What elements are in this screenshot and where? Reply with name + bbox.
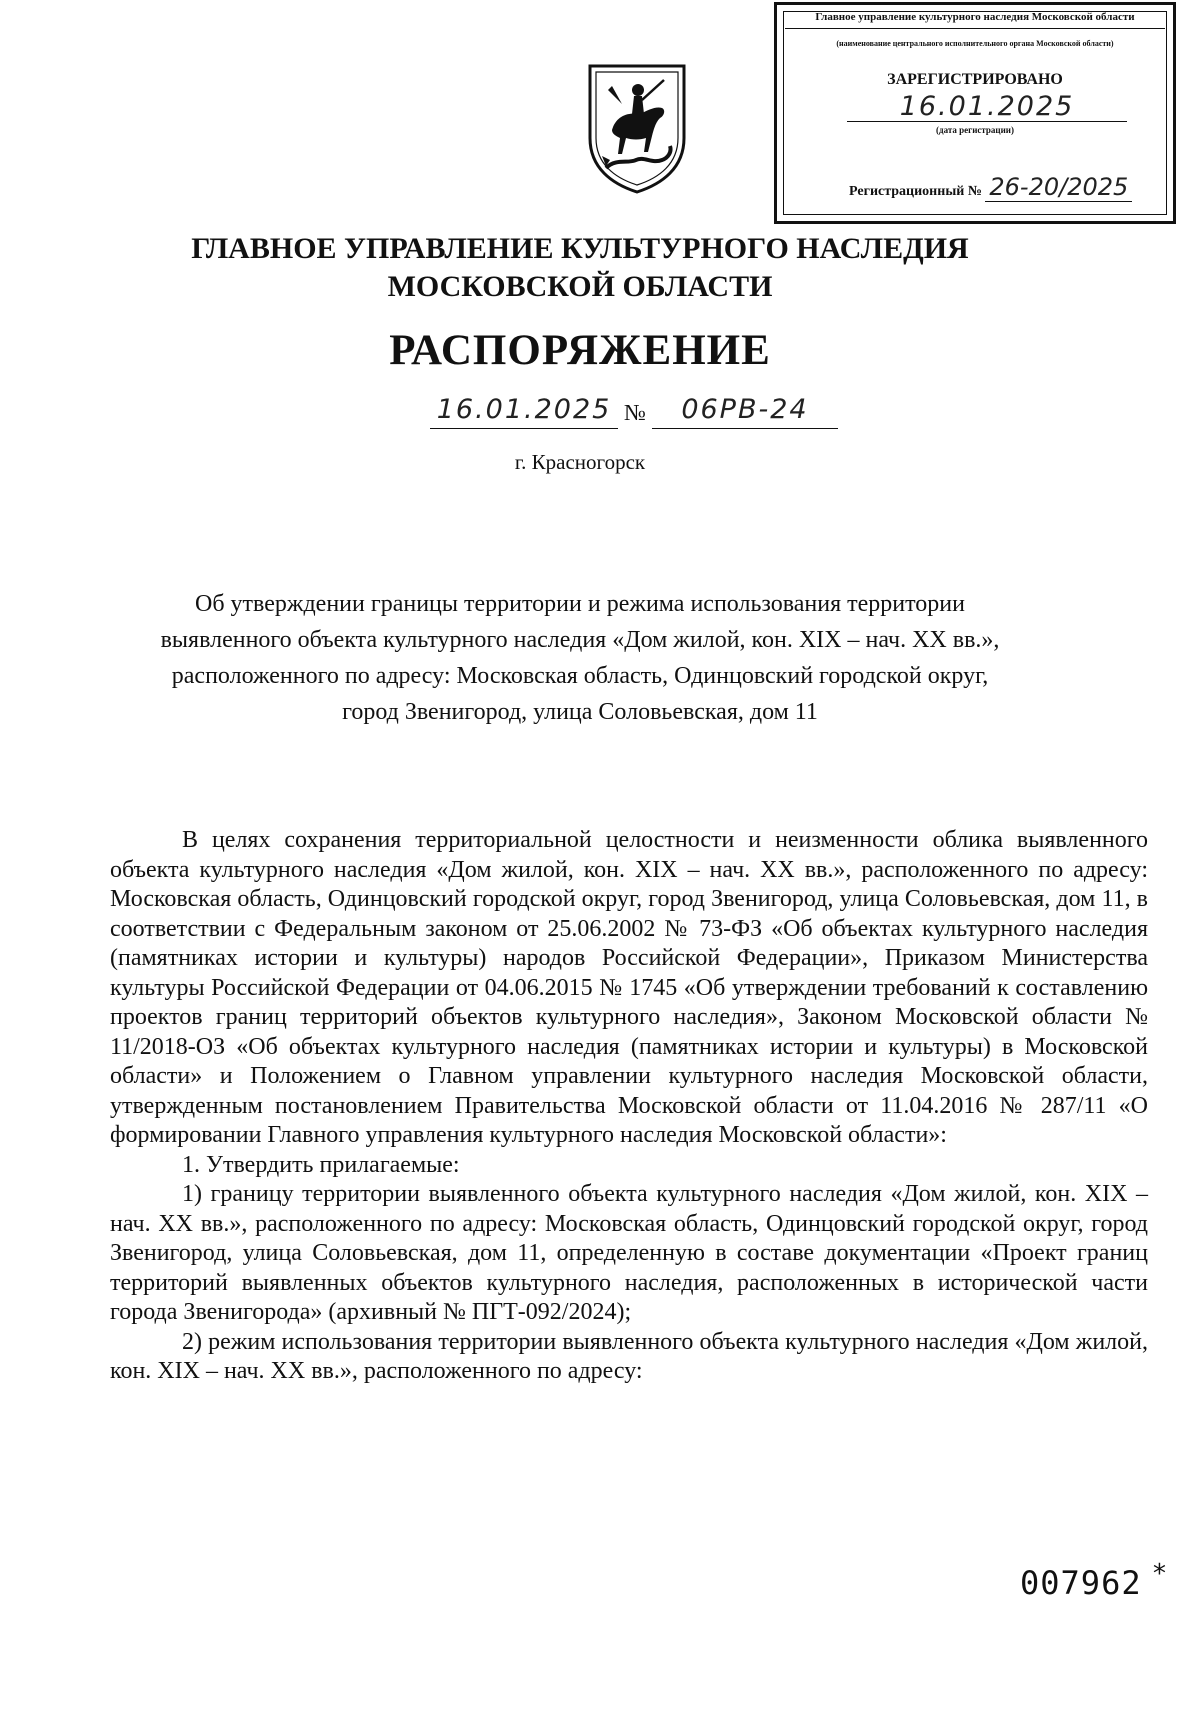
page-number-mark: * <box>1151 1559 1169 1589</box>
subject-line: город Звенигород, улица Соловьевская, дом 11 <box>342 699 818 725</box>
stamp-registration-number-label: Регистрационный № <box>849 184 982 199</box>
stamp-registration-number: 26-20/2025 <box>985 173 1132 202</box>
document-date-number <box>430 392 840 434</box>
stamp-registration-number-row <box>849 173 1132 202</box>
organization-title-line2: МОСКОВСКОЙ ОБЛАСТИ <box>387 270 773 303</box>
organization-title <box>0 230 1160 306</box>
document-city: г. Красногорск <box>514 450 646 474</box>
stamp-registered-label: ЗАРЕГИСТРИРОВАНО <box>887 71 1063 88</box>
document-number: 06РВ-24 <box>652 392 838 429</box>
stamp-registration-date: 16.01.2025 <box>847 91 1127 122</box>
subject-line: выявленного объекта культурного наследия «Дом жилой, кон. XIX – нач. XX вв.», <box>160 627 1000 653</box>
stamp-organization: Главное управление культурного наследия Московской области <box>785 11 1165 29</box>
stamp-organization-note: (наименование центрального исполнительного органа Московской области) <box>836 39 1114 48</box>
page-number <box>1020 1559 1169 1602</box>
document-subject <box>120 586 1040 730</box>
coat-of-arms-icon <box>582 60 692 196</box>
registration-stamp <box>774 2 1176 224</box>
document-date: 16.01.2025 <box>430 392 618 429</box>
document-type: РАСПОРЯЖЕНИЕ <box>389 327 771 374</box>
subject-line: расположенного по адресу: Московская область, Одинцовский городской округ, <box>171 663 989 689</box>
organization-title-line1: ГЛАВНОЕ УПРАВЛЕНИЕ КУЛЬТУРНОГО НАСЛЕДИЯ <box>191 232 969 265</box>
subject-line: Об утверждении границы территории и режима использования территории <box>195 591 965 617</box>
body-item-1-2: 2) режим использования территории выявленного объекта культурного наследия «Дом жилой, кон. XIX – нач. XX вв.», расположенного по адресу: <box>110 1328 1148 1384</box>
document-body <box>110 826 1148 1387</box>
body-item-1: 1. Утвердить прилагаемые: <box>182 1151 460 1178</box>
body-preamble: В целях сохранения территориальной целостности и неизменности облика выявленного объекта культурного наследия «Дом жилой, кон. XIX – нач. XX вв.», расположенного по адресу: Московская область, Одинцовский городской округ, город Звенигород, улица Соловьевская, дом 11, в соответствии с Федеральным законом от 25.06.2002 № 73-ФЗ «Об объектах культурного наследия (памятниках истории и культуры) народов Российской Федерации», Приказом Министерства культуры Российской Федерации от 04.06.2015 № 1745 «Об утверждении требований к составлению проектов границ территорий объектов культурного наследия», Законом Московской области № 11/2018-ОЗ «Об объектах культурного наследия (памятниках истории и культуры) в Московской области» и Положением о Главном управлении культурного наследия Московской области, утвержденным постановлением Правительства Московской области от 11.04.2016 № 287/11 «О формировании Главного управления культурного наследия Московской области»: <box>110 827 1148 1148</box>
body-item-1-1: 1) границу территории выявленного объекта культурного наследия «Дом жилой, кон. XIX – нач. XX вв.», расположенного по адресу: Московская область, Одинцовский городской округ, город Звенигород, улица Соловьевская, дом 11, определенную в составе документации «Проект границ территорий выявленных объектов культурного наследия, расположенных в исторической части города Звенигорода» (архивный № ПГТ-092/2024); <box>110 1181 1148 1325</box>
page-number-value: 007962 <box>1020 1564 1142 1602</box>
number-sign: № <box>624 400 646 425</box>
stamp-registration-date-note: (дата регистрации) <box>936 125 1014 135</box>
